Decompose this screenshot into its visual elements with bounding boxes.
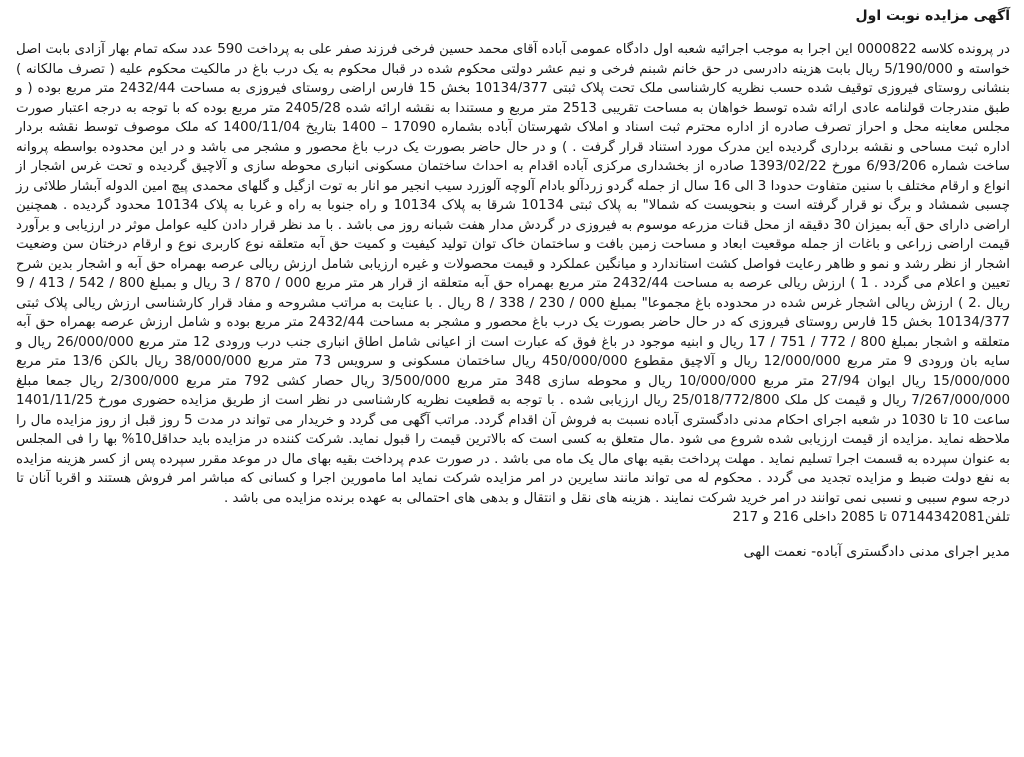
notice-contact-phone: تلفن07144342081 تا 2085 داخلی 216 و 217 xyxy=(732,510,1010,525)
notice-signature: مدیر اجرای مدنی دادگستری آباده- نعمت الهی xyxy=(743,543,1010,560)
notice-body: در پرونده کلاسه 0000822 این اجرا به موجب اجرائیه شعبه اول دادگاه عمومی آباده آقای محمد حسین فرخی فرزند صفر علی به پرداخت 590 عدد سکه تمام بهار آزادی بابت اصل خواسته و 5/190/000 ریال بابت هزینه دادرسی در حق خانم شبنم فرخی و نیم عشر دولتی محکوم شده در قبال محکوم به یک درب باغ در مالکیت محکوم علیه ( تصرف مالکانه ) بنشانی روستای فیروزی توقیف شده حسب نظریه کارشناسی ملک تحت پلاک ثبتی 10134/377 بخش 15 فارس اراضی روستای فیروزی به مساحت 2432/44 متر مربع بوده ( و طبق مندرجات قولنامه عادی ارائه شده توسط خواهان به مساحت تقریبی 2513 متر مربع و مستندا به نقشه ارائه شده 2405/28 متر مربع بوده که با توجه به درجه اعتبار صورت مجلس معاینه محل و احراز تصرف صادره از اداره محترم ثبت اسناد و املاک شهرستان آباده بشماره 17090 – 1400 بتاریخ 1400/11/04 که ملک موصوف توسط نقشه بردار اداره ثبت مساحی و نقشه برداری گردیده این مدرک مورد استناد قرار گرفت . ) و در حال حاضر بصورت یک درب باغ محصور و مشجر می باشد و در این محدوده بواسطه پروانه ساخت شماره 6/93/206 مورخ 1393/02/22 صادره از بخشداری مرکزی آباده اقدام به احداث ساختمان مسکونی انباری محوطه سازی و آلاچیق گردیده و تحت غرس اشجار از انواع و ارقام مختلف با سنین متفاوت حدودا 3 الی 16 سال از جمله گردو زردآلو بادام آلوچه آلوزرد سیب انجیر مو انار به توت ازگیل و گلهای محمدی پیچ امین الدوله آبشار طلائی رز چسبی شمشاد و برگ نو قرار گرفته است و بنحویست که شمالا" به پلاک ثبتی 10134 شرقا به پلاک 10134 و راه جنوبا به راه و غربا به پلاک 10134 محدود گردیده . همچنین اراضی دارای حق آبه بمیزان 30 دقیقه از محل قنات مزرعه موسوم به فیروزی در گردش مدار هفت شبانه روز می باشد . با مد نظر قرار دادن کلیه عوامل موثر در ارزیابی و برآورد قیمت اراضی زراعی و باغات از جمله موقعیت ابعاد و مساحت زمین بافت و ساختمان خاک توان تولید کیفیت و کمیت حق آبه متعلقه نوع کاربری نوع و ارقام درختان سن وضعیت اشجار از نظر رشد و نمو و ظاهر رعایت فواصل کشت استاندارد و میانگین عملکرد و قیمت محصولات و غیره ارزیابی شامل ارزش ریالی عرصه بهمراه حق آبه و اشجار بدین شرح تعیین و اعلام می گردد . 1 ) ارزش ریالی عرصه به مساحت 2432/44 متر مربع بهمراه حق آبه متعلقه از قرار هر متر مربع 000 / 870 / 3 ریال و بمبلغ 800 / 542 / 413 / 9 ریال .2 ) ارزش ریالی اشجار غرس شده در محدوده باغ مجموعا" بمبلغ 000 / 230 / 338 / 8 ریال . با عنایت به مراتب مشروحه و مفاد قرار کارشناسی ارزش ریالی پلاک ثبتی 10134/377 بخش 15 فارس روستای فیروزی که در حال حاضر بصورت یک درب باغ محصور و مشجر به مساحت 2432/44 متر مربع بوده و شامل ارزش عرصه بهمراه حق آبه متعلقه و اشجار بمبلغ 800 / 772 / 751 / 17 ریال و ابنیه موجود در باغ فوق که عبارت است از اعیانی شامل اطاق انباری جنب درب ورودی 12 متر مربع 26/000/000 ریال و سایه بان ورودی 9 متر مربع 12/000/000 ریال و آلاچیق مقطوع 450/000/000 ریال ساختمان مسکونی و سرویس 73 متر مربع 38/000/000 ریال بالکن 13/6 متر مربع 15/000/000 ریال ایوان 27/94 متر مربع 10/000/000 ریال و محوطه سازی 348 متر مربع 3/500/000 ریال حصار کشی 792 متر مربع 2/300/000 ریال جمعا مبلغ 7/267/000/000 ریال و قیمت کل ملک 25/018/772/800 ریال ارزیابی شده . با توجه به قطعیت نظریه کارشناسی در نظر است از طریق مزایده حضوری مورخ 1401/11/25 ساعت 10 تا 1030 در شعبه اجرای احکام مدنی دادگستری آباده نسبت به فروش آن اقدام گردد. مراتب آگهی می گردد و خریدار می تواند در مدت 5 روز قبل از روز مزایده مال را ملاحظه نماید .مزایده از قیمت ارزیابی شده شروع می شود .مال متعلق به کسی است که بالاترین قیمت را قبول نماید. شرکت کننده در مزایده باید حداقل10% بها را فی المجلس به عنوان سپرده به قسمت اجرا تسلیم نماید . مهلت پرداخت بقیه بهای مال یک ماه می باشد . در صورت عدم پرداخت بقیه بهای مال در موعد مقرر سپرده پس از کسر هزینه مزایده به نفع دولت ضبط و مزایده تجدید می گردد . محکوم له می تواند مانند سایرین در امر مزایده شرکت نماید اما مامورین اجرا و کسانی که مباشر امر فروش هستند و اقربا آنان تا درجه سوم سببی و نسبی نمی توانند در امر خرید شرکت نمایند . هزینه های نقل و انتقال و بدهی های احتمالی به عهده برنده مزایده می باشد . xyxy=(16,42,1011,506)
auction-notice xyxy=(16,6,1010,751)
notice-title: آگهی مزایده نوبت اول xyxy=(855,8,1010,24)
